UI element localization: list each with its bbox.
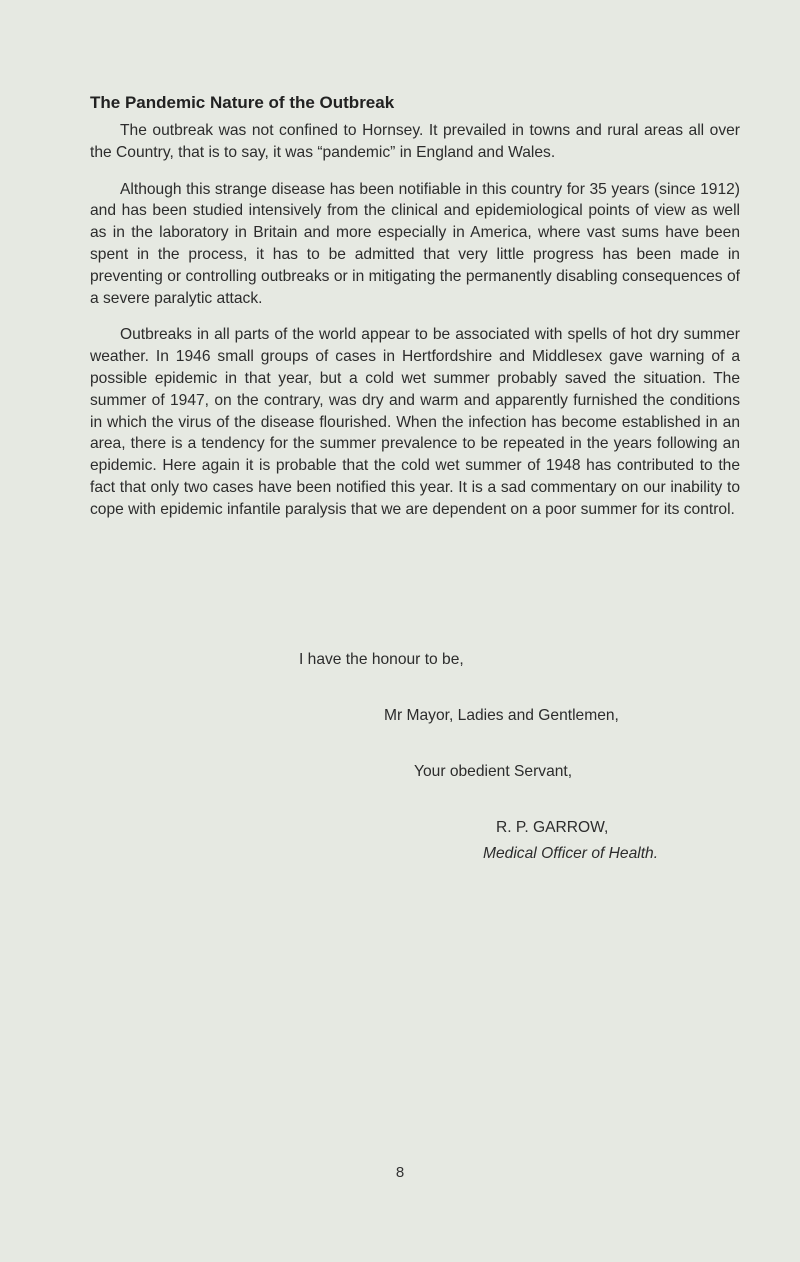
paragraph-1: The outbreak was not confined to Hornsey. It prevailed in towns and rural areas all over the Country, that is to say, it was “pandemic” in England and Wales. xyxy=(90,122,740,161)
closing-line-honour: I have the honour to be, xyxy=(299,651,464,668)
signatory-title: Medical Officer of Health. xyxy=(483,845,659,862)
closing-line-salutation: Mr Mayor, Ladies and Gentlemen, xyxy=(384,707,619,724)
signatory-name: R. P. GARROW, xyxy=(496,819,609,836)
section-heading: The Pandemic Nature of the Outbreak xyxy=(90,93,395,112)
document-page xyxy=(90,92,740,536)
paragraph-2: Although this strange disease has been notifiable in this country for 35 years (since 1912) and has been studied intensively from the clinical and epidemiological points of view as well as in the laboratory in Britain and more especially in America, where vast sums have been spent in the process, it has to be admitted that very little progress has been made in preventing or controlling outbreaks or in mitigating the permanently disabling consequences of a severe paralytic attack. xyxy=(90,180,740,307)
page-number: 8 xyxy=(395,1164,405,1181)
closing-line-servant: Your obedient Servant, xyxy=(414,763,573,780)
paragraph-3: Outbreaks in all parts of the world appear to be associated with spells of hot dry summer weather. In 1946 small groups of cases in Hertfordshire and Middlesex gave warning of a possible epidemic in that year, but a cold wet summer probably saved the situation. The summer of 1947, on the contrary, was dry and warm and apparently furnished the conditions in which the virus of the disease flourished. When the infection has become established in an area, there is a tendency for the summer prevalence to be repeated in the years following an epidemic. Here again it is probable that the cold wet summer of 1948 has contributed to the fact that only two cases have been notified this year. It is a sad commentary on our inability to cope with epidemic infantile paralysis that we are dependent on a poor summer for its control. xyxy=(90,326,740,518)
